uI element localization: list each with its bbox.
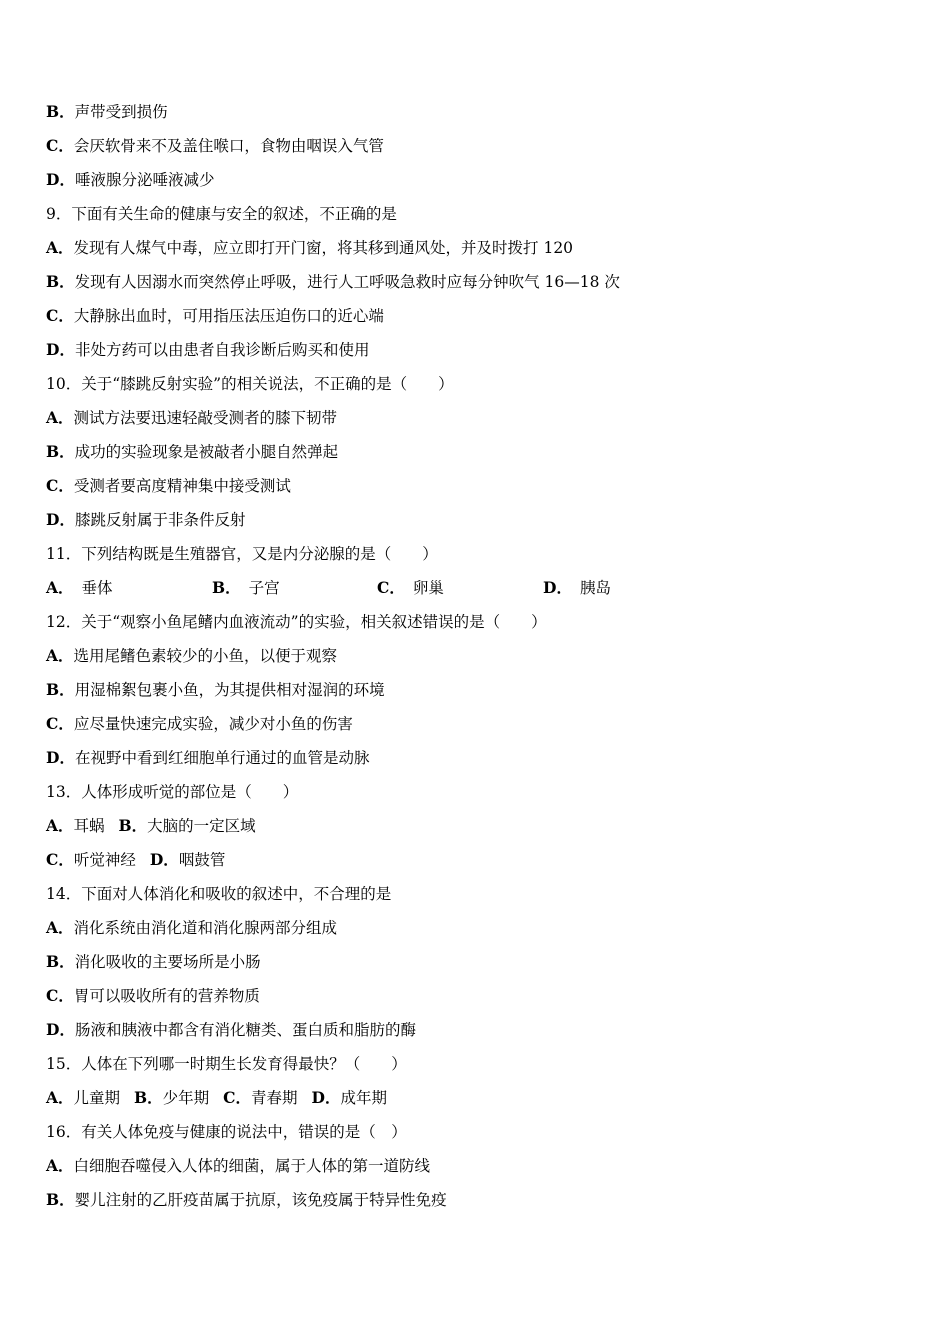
option-inline xyxy=(46,848,225,872)
option-line xyxy=(46,474,291,498)
option-text: 咽鼓管 xyxy=(178,851,226,869)
question-number: 11． xyxy=(46,545,82,563)
option-letter: C． xyxy=(46,986,74,1005)
option-text: 非处方药可以由患者自我诊断后购买和使用 xyxy=(74,341,370,359)
option-letter: D． xyxy=(46,748,75,767)
option-inline xyxy=(46,1086,387,1110)
option-letter: D． xyxy=(149,850,179,869)
question-text: 下面有关生命的健康与安全的叙述，不正确的是 xyxy=(71,205,397,223)
option-letter: A． xyxy=(46,1088,74,1107)
question-text: 有关人体免疫与健康的说法中，错误的是（ ） xyxy=(81,1123,407,1141)
option-letter: B． xyxy=(46,1190,75,1209)
option-letter: B． xyxy=(46,102,75,121)
option-line xyxy=(46,168,214,192)
question-number: 16． xyxy=(46,1123,82,1141)
option-text: 垂体 xyxy=(81,579,113,597)
option-letter: A． xyxy=(46,578,74,597)
option-text: 受测者要高度精神集中接受测试 xyxy=(73,477,291,495)
option-text: 发现有人煤气中毒，应立即打开门窗，将其移到通风处，并及时拨打 120 xyxy=(73,239,574,257)
option-line xyxy=(46,100,168,124)
option-text: 发现有人因溺水而突然停止呼吸，进行人工呼吸急救时应每分钟吹气 16—18 次 xyxy=(74,273,620,291)
question-line xyxy=(46,882,391,906)
option-item xyxy=(212,576,280,600)
option-text: 胃可以吸收所有的营养物质 xyxy=(73,987,260,1005)
option-letter: B． xyxy=(46,442,75,461)
option-letter: A． xyxy=(46,816,74,835)
option-text: 成功的实验现象是被敲者小腿自然弹起 xyxy=(74,443,339,461)
option-text: 儿童期 xyxy=(73,1089,121,1107)
option-line xyxy=(46,236,573,260)
option-letter: B． xyxy=(46,952,75,971)
question-text: 关于“观察小鱼尾鳍内血液流动”的实验，相关叙述错误的是（ ） xyxy=(81,613,547,631)
option-line xyxy=(46,950,261,974)
option-text: 子宫 xyxy=(248,579,280,597)
option-line xyxy=(46,508,245,532)
option-line xyxy=(46,338,369,362)
question-line xyxy=(46,542,438,566)
option-text: 成年期 xyxy=(340,1089,387,1107)
option-letter: D． xyxy=(46,170,75,189)
option-letter: C． xyxy=(223,1088,252,1107)
option-text: 听觉神经 xyxy=(73,851,136,869)
question-number: 14． xyxy=(46,885,82,903)
option-text: 选用尾鳍色素较少的小鱼，以便于观察 xyxy=(73,647,338,665)
option-text: 测试方法要迅速轻敲受测者的膝下韧带 xyxy=(73,409,338,427)
question-line xyxy=(46,1052,407,1076)
option-letter: C． xyxy=(377,578,405,597)
option-letter: D． xyxy=(543,578,572,597)
question-text: 下列结构既是生殖器官，又是内分泌腺的是（ ） xyxy=(81,545,438,563)
option-item xyxy=(46,576,113,600)
option-text: 唾液腺分泌唾液减少 xyxy=(74,171,215,189)
option-columns xyxy=(46,576,746,600)
option-inline xyxy=(46,814,256,838)
option-letter: D． xyxy=(311,1088,341,1107)
question-number: 15． xyxy=(46,1055,82,1073)
option-text: 耳蜗 xyxy=(73,817,105,835)
option-text: 消化系统由消化道和消化腺两部分组成 xyxy=(73,919,338,937)
option-letter: B． xyxy=(212,578,241,597)
option-letter: D． xyxy=(46,340,75,359)
option-text: 卵巢 xyxy=(412,579,444,597)
option-letter: A． xyxy=(46,238,74,257)
question-number: 13． xyxy=(46,783,82,801)
option-letter: C． xyxy=(46,476,74,495)
option-line xyxy=(46,678,385,702)
option-letter: A． xyxy=(46,408,74,427)
option-letter: A． xyxy=(46,1156,74,1175)
option-text: 膝跳反射属于非条件反射 xyxy=(74,511,246,529)
question-line xyxy=(46,372,454,396)
question-text: 人体形成听觉的部位是（ ） xyxy=(81,783,299,801)
option-line xyxy=(46,406,337,430)
question-line xyxy=(46,1120,407,1144)
option-text: 在视野中看到红细胞单行通过的血管是动脉 xyxy=(74,749,370,767)
option-text: 用湿棉絮包裹小鱼，为其提供相对湿润的环境 xyxy=(74,681,385,699)
option-letter: C． xyxy=(46,136,74,155)
option-text: 胰岛 xyxy=(579,579,611,597)
option-text: 大静脉出血时，可用指压法压迫伤口的近心端 xyxy=(73,307,384,325)
question-text: 下面对人体消化和吸收的叙述中，不合理的是 xyxy=(81,885,392,903)
option-line xyxy=(46,1154,430,1178)
question-line xyxy=(46,610,547,634)
option-letter: B． xyxy=(46,272,75,291)
option-line xyxy=(46,134,384,158)
option-text: 婴儿注射的乙肝疫苗属于抗原，该免疫属于特异性免疫 xyxy=(74,1191,447,1209)
question-number: 9． xyxy=(46,205,72,223)
option-text: 消化吸收的主要场所是小肠 xyxy=(74,953,261,971)
option-letter: B． xyxy=(134,1088,163,1107)
option-line xyxy=(46,270,620,294)
option-text: 声带受到损伤 xyxy=(74,103,168,121)
option-letter: C． xyxy=(46,714,74,733)
option-text: 应尽量快速完成实验，减少对小鱼的伤害 xyxy=(73,715,353,733)
option-line xyxy=(46,1188,447,1212)
option-line xyxy=(46,304,384,328)
option-line xyxy=(46,746,369,770)
option-line xyxy=(46,644,337,668)
question-number: 10． xyxy=(46,375,82,393)
option-letter: A． xyxy=(46,646,74,665)
option-letter: B． xyxy=(118,816,148,835)
option-letter: B． xyxy=(46,680,75,699)
option-letter: C． xyxy=(46,306,74,325)
option-line xyxy=(46,1018,416,1042)
question-number: 12． xyxy=(46,613,82,631)
option-text: 肠液和胰液中都含有消化糖类、蛋白质和脂肪的酶 xyxy=(74,1021,416,1039)
question-line xyxy=(46,202,397,226)
option-letter: D． xyxy=(46,1020,75,1039)
option-item xyxy=(543,576,611,600)
option-text: 少年期 xyxy=(162,1089,210,1107)
question-text: 人体在下列哪一时期生长发育得最快？（ ） xyxy=(81,1055,407,1073)
option-text: 白细胞吞噬侵入人体的细菌，属于人体的第一道防线 xyxy=(73,1157,431,1175)
option-line xyxy=(46,984,260,1008)
option-text: 青春期 xyxy=(251,1089,298,1107)
option-line xyxy=(46,916,337,940)
option-letter: A． xyxy=(46,918,74,937)
option-item xyxy=(377,576,444,600)
option-letter: C． xyxy=(46,850,74,869)
option-text: 会厌软骨来不及盖住喉口，食物由咽误入气管 xyxy=(73,137,384,155)
option-line xyxy=(46,712,353,736)
question-text: 关于“膝跳反射实验”的相关说法，不正确的是（ ） xyxy=(81,375,454,393)
question-line xyxy=(46,780,298,804)
option-text: 大脑的一定区域 xyxy=(147,817,256,835)
option-line xyxy=(46,440,338,464)
option-letter: D． xyxy=(46,510,75,529)
